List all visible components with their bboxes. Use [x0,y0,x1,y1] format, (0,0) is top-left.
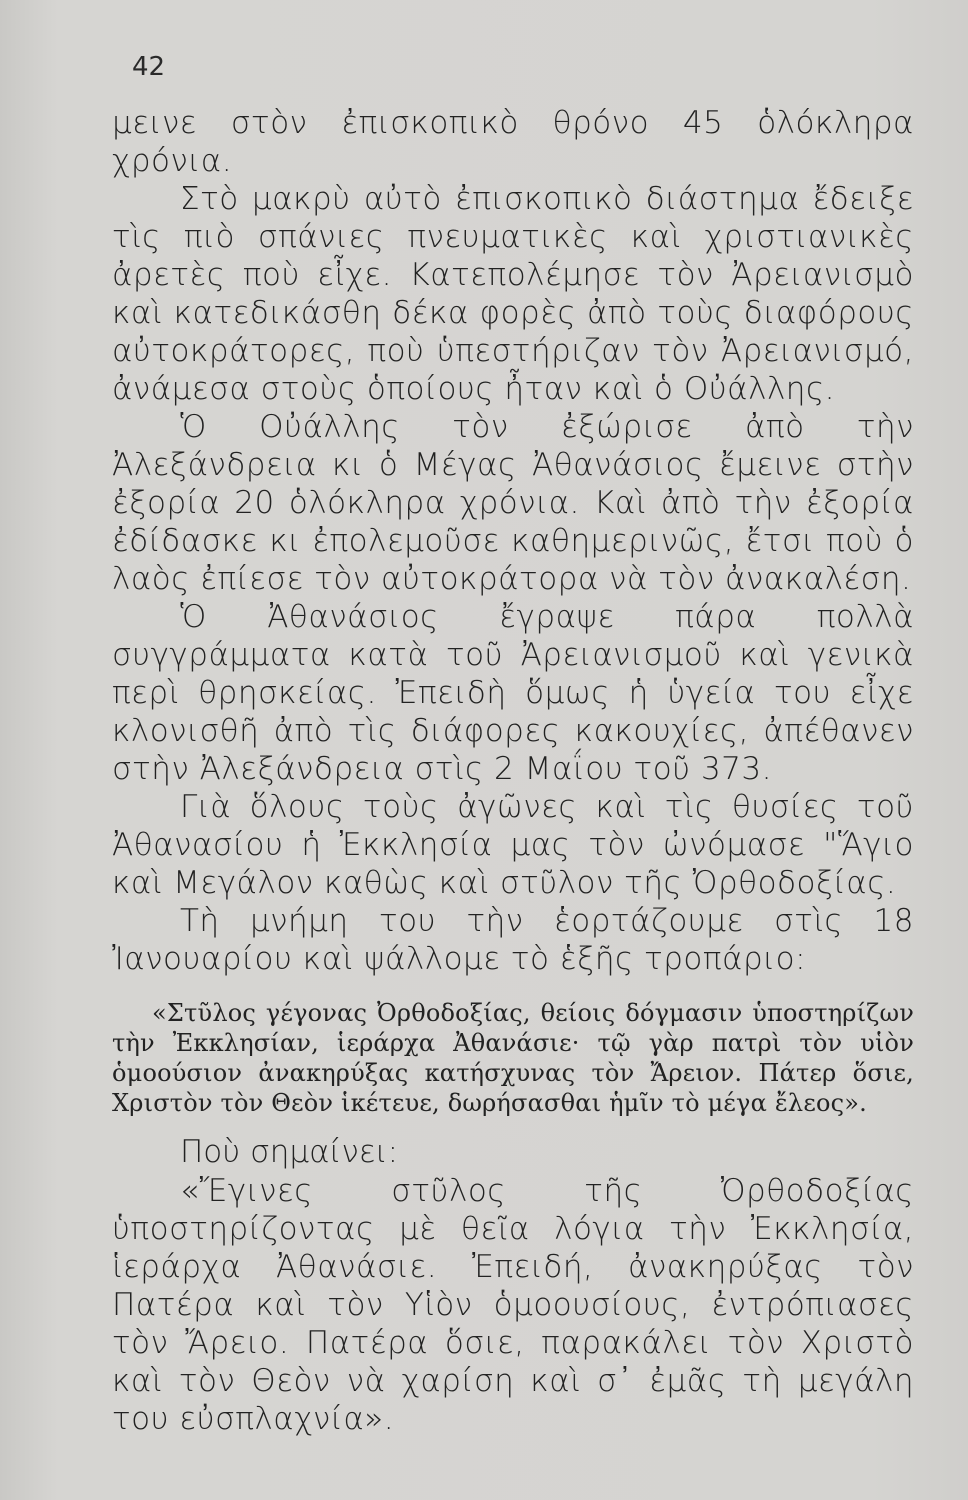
paragraph-writings: Ὁ Ἀθανάσιος ἔγραψε πάρα πολλὰ συγγράμματα κατὰ τοῦ Ἀρειανισμοῦ καὶ γενικὰ περὶ θρησκείας. Ἐπειδὴ ὅμως ἡ ὑγεία του εἶχε κλονισθῆ ἀπὸ τὶς διάφορες κακουχίες, ἀπέθανεν στὴν Ἀλεξάνδρεια στὶς 2 Μαΐου τοῦ 373. [112,599,914,787]
troparion-hymn: «Στῦλος γέγονας Ὀρθοδοξίας, θείοις δόγμασιν ὑποστηρίζων τὴν Ἐκκλησίαν, ἱεράρχα Ἀθανάσιε· τῷ γὰρ πατρὶ τὸν υἱὸν ὁμοούσιον ἀνακηρύξας κατήσχυνας τὸν Ἄρειον. Πάτερ ὅσιε, Χριστὸν τὸν Θεὸν ἱκέτευε, δωρήσασθαι ἡμῖν τὸ μέγα ἔλεος». [112,999,914,1117]
paragraph-feast: Τὴ μνήμη του τὴν ἑορτάζουμε στὶς 18 Ἰανουαρίου καὶ ψάλλομε τὸ ἑξῆς τροπάριο: [112,903,914,977]
page-content [112,104,914,1438]
page-number: 42 [132,52,166,82]
meaning-label: Ποὺ σημαίνει: [180,1134,399,1170]
paragraph-titles: Γιὰ ὅλους τοὺς ἀγῶνες καὶ τὶς θυσίες τοῦ Ἀθανασίου ἡ Ἐκκλησία μας τὸν ὠνόμασε "Ἅγιο καὶ Μεγάλον καθὼς καὶ στῦλον τῆς Ὀρθοδοξίας. [112,789,914,901]
paragraph-episcopacy: Στὸ μακρὺ αὐτὸ ἐπισκοπικὸ διάστημα ἔδειξε τὶς πιὸ σπάνιες πνευματικὲς καὶ χριστιανικὲς ἀρετὲς ποὺ εἶχε. Κατεπολέμησε τὸν Ἀρειανισμὸ καὶ κατεδικάσθη δέκα φορὲς ἀπὸ τοὺς διαφόρους αὐτοκράτορες, ποὺ ὑπεστήριζαν τὸν Ἀρειανισμό, ἀνάμεσα στοὺς ὁποίους ἦταν καὶ ὁ Οὐάλλης. [112,181,914,407]
translation-paragraph: «Ἔγινες στῦλος τῆς Ὀρθοδοξίας ὑποστηρίζοντας μὲ θεῖα λόγια τὴν Ἐκκλησία, ἱεράρχα Ἀθανάσιε. Ἐπειδή, ἀνακηρύξας τὸν Πατέρα καὶ τὸν Υἱὸν ὁμοουσίους, ἐντρόπιασες τὸν Ἄρειο. Πατέρα ὅσιε, παρακάλει τὸν Χριστὸ καὶ τὸν Θεὸν νὰ χαρίση καὶ σ᾽ ἐμᾶς τὴ μεγάλη του εὐσπλαχνία». [112,1173,914,1437]
paragraph-continuation: μεινε στὸν ἐπισκοπικὸ θρόνο 45 ὁλόκληρα χρόνια. [112,105,914,179]
paragraph-exile: Ὁ Οὐάλλης τὸν ἐξώρισε ἀπὸ τὴν Ἀλεξάνδρεια κι ὁ Μέγας Ἀθανάσιος ἔμεινε στὴν ἐξορία 20 ὁλόκληρα χρόνια. Καὶ ἀπὸ τὴν ἐξορία ἐδίδασκε κι ἐπολεμοῦσε καθημερινῶς, ἔτσι ποὺ ὁ λαὸς ἐπίεσε τὸν αὐτοκράτορα νὰ τὸν ἀνακαλέση. [112,409,914,597]
